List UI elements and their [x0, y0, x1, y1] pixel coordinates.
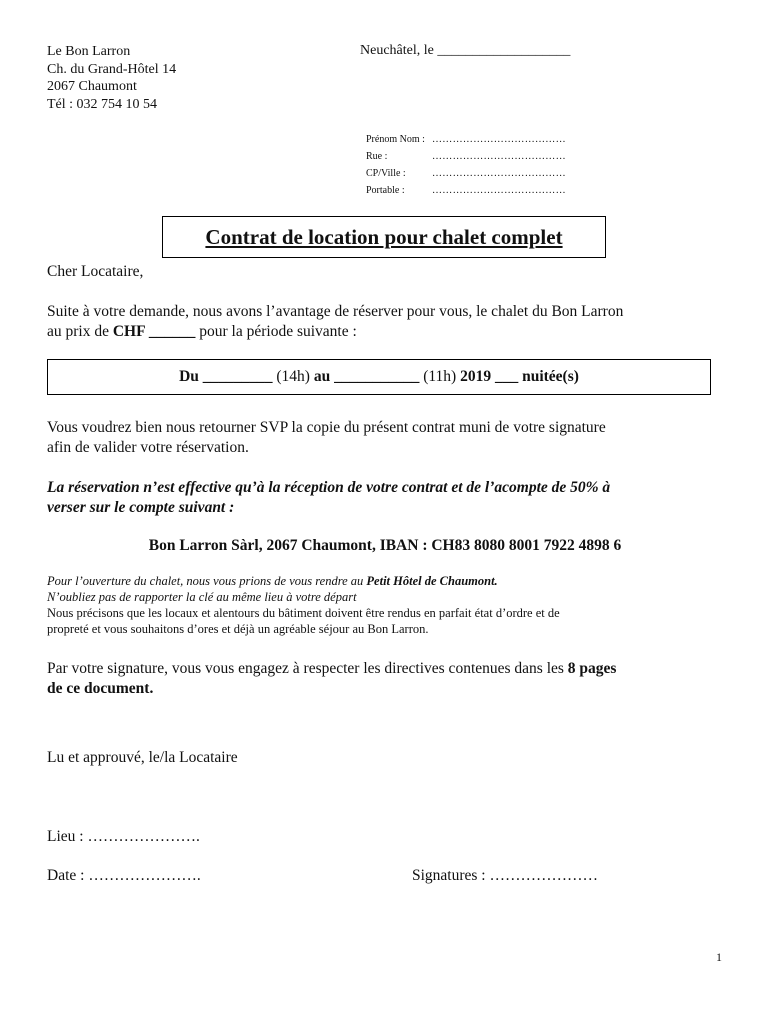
tenant-mobile-field[interactable]: …………………………………	[432, 185, 566, 196]
sender-city: 2067 Chaumont	[47, 79, 137, 94]
period-from: Du _________	[179, 368, 273, 385]
reservation-notice-line-1: La réservation n’est effective qu’à la réception de votre contrat et de l’acompte de 50% à	[47, 479, 611, 496]
commitment-prefix: Par votre signature, vous vous engagez à respecter les directives contenues dans les	[47, 660, 568, 677]
opening-line-1	[47, 574, 498, 590]
intro-line-2	[47, 322, 357, 342]
contract-title: Contrat de location pour chalet complet	[162, 216, 606, 258]
tenant-name-field[interactable]: …………………………………	[432, 134, 566, 145]
intro-line-1: Suite à votre demande, nous avons l’avantage de réserver pour vous, le chalet du Bon Larron	[47, 303, 624, 320]
commitment-line-1	[47, 659, 616, 679]
key-return-note: N’oubliez pas de rapporter la clé au même lieu à votre départ	[47, 590, 357, 604]
opening-place: Petit Hôtel de Chaumont.	[366, 574, 498, 588]
opening-line-4: propreté et vous souhaitons d’ores et déjà un agréable séjour au Bon Larron.	[47, 622, 429, 636]
approval-line: Lu et approuvé, le/la Locataire	[47, 749, 238, 766]
sender-street: Ch. du Grand-Hôtel 14	[47, 61, 177, 77]
intro-prefix: au prix de	[47, 323, 113, 340]
signature-field[interactable]: Signatures : …………………	[412, 867, 598, 884]
commitment-pages: 8 pages	[567, 660, 617, 677]
page-number: 1	[716, 950, 722, 964]
tenant-street-row	[366, 148, 566, 165]
tenant-mobile-label: Portable :	[366, 185, 405, 196]
reservation-notice-line-2: verser sur le compte suivant :	[47, 499, 235, 516]
place-field[interactable]: Lieu : ………………….	[47, 828, 200, 845]
date-field[interactable]: Date : ………………….	[47, 867, 201, 884]
tenant-city-row	[366, 165, 566, 182]
sender-address	[47, 43, 176, 113]
period-to-time: (11h)	[419, 368, 461, 385]
tenant-street-field[interactable]: …………………………………	[432, 151, 566, 162]
sender-name: Le Bon Larron	[47, 44, 131, 59]
return-line-2: afin de valider votre réservation.	[47, 439, 249, 456]
opening-prefix: Pour l’ouverture du chalet, nous vous prions de vous rendre au	[47, 574, 367, 588]
tenant-name-label: Prénom Nom :	[366, 134, 425, 145]
period-from-time: (14h)	[272, 368, 314, 385]
sender-phone: Tél : 032 754 10 54	[47, 96, 158, 112]
greeting: Cher Locataire,	[47, 263, 144, 280]
tenant-street-label: Rue :	[366, 151, 388, 162]
tenant-city-field[interactable]: …………………………………	[432, 168, 566, 179]
period-to: au ___________	[313, 368, 420, 385]
commitment-line-2	[47, 679, 153, 699]
period-year-nights: 2019 ___ nuitée(s)	[460, 368, 579, 385]
tenant-city-label: CP/Ville :	[366, 168, 406, 179]
price-field: CHF ______	[112, 323, 196, 340]
place-date: Neuchâtel, le ___________________	[360, 43, 571, 58]
opening-line-3: Nous précisons que les locaux et alentours du bâtiment doivent être rendus en parfait état d’ordre et de	[47, 606, 560, 620]
tenant-name-row	[366, 131, 566, 148]
return-line-1: Vous voudrez bien nous retourner SVP la copie du présent contrat muni de votre signature	[47, 419, 606, 436]
period-box	[47, 359, 711, 395]
opening-line-2	[47, 590, 357, 606]
tenant-info	[366, 131, 566, 199]
commitment-document: de ce document.	[47, 680, 154, 697]
intro-suffix: pour la période suivante :	[195, 323, 357, 340]
tenant-mobile-row	[366, 182, 566, 199]
bank-details: Bon Larron Sàrl, 2067 Chaumont, IBAN : CH83 8080 8001 7922 4898 6	[148, 537, 622, 554]
